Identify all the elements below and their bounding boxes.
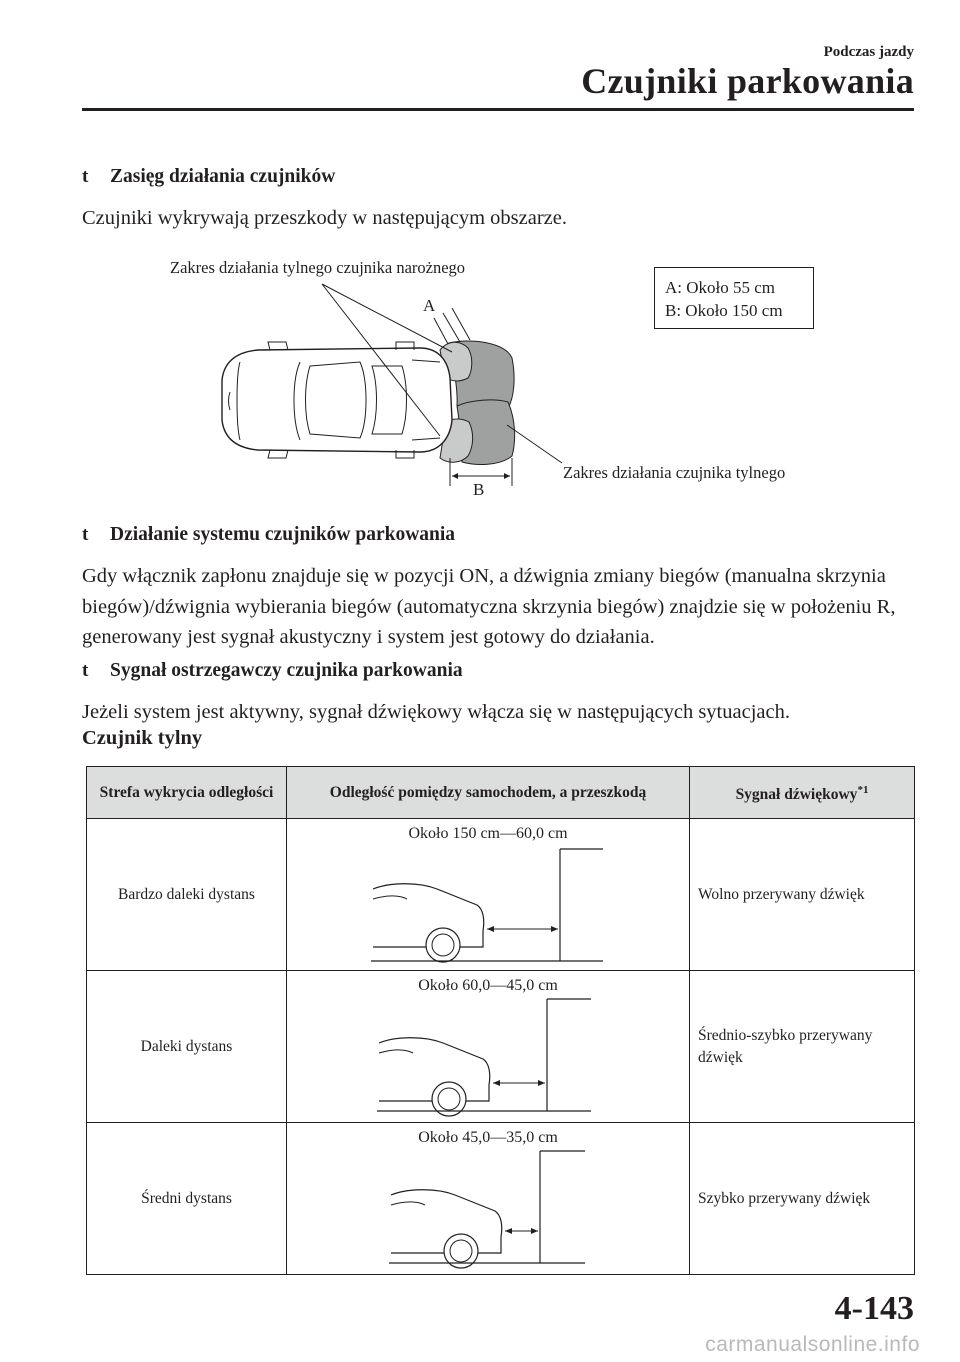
car-top-view-diagram (200, 270, 660, 490)
signal-cell: Wolno przerywany dźwięk (690, 819, 915, 971)
range-paragraph: Czujniki wykrywają przeszkody w następującym obszarze. (82, 207, 568, 229)
section-heading-warning (82, 660, 463, 682)
dimension-b-label: B (473, 480, 485, 499)
bullet-icon: t (82, 524, 89, 545)
warning-paragraph: Jeżeli system jest aktywny, sygnał dźwiękowy włącza się w następujących sytuacjach. (82, 701, 790, 723)
distance-cell (287, 819, 690, 971)
dimension-a-label: A (423, 296, 436, 315)
dimension-legend (654, 267, 814, 329)
rear-sensor-subheading: Czujnik tylny (82, 727, 203, 749)
header-distance: Odległość pomiędzy samochodem, a przeszkodą (287, 767, 690, 819)
table-row (87, 1123, 915, 1275)
rear-leader-line (507, 425, 562, 463)
zone-cell: Bardzo daleki dystans (87, 819, 287, 971)
signal-cell: Średnio-szybko przerywany dźwięk (690, 971, 915, 1123)
section-heading-operation-text: Działanie systemu czujników parkowania (110, 524, 456, 545)
car-obstacle-diagram (287, 819, 690, 971)
header-signal: Sygnał dźwiękowy$^{*1}$ (690, 767, 915, 819)
legend-b: B: Około 150 cm (665, 301, 783, 320)
distance-cell (287, 971, 690, 1123)
section-heading-warning-text: Sygnał ostrzegawczy czujnika parkowania (110, 660, 463, 681)
zone-cell: Daleki dystans (87, 971, 287, 1123)
section-header: Podczas jazdy (823, 44, 914, 60)
distance-range: Około 150 cm―60,0 cm (408, 825, 568, 842)
rear-sensor-label: Zakres działania czujnika tylnego (563, 463, 786, 482)
section-heading-operation (82, 524, 455, 546)
section-heading-range-text: Zasięg działania czujników (110, 166, 336, 187)
bullet-icon: t (82, 660, 89, 681)
table-row (87, 971, 915, 1123)
warning-zone-table (86, 766, 915, 1275)
table-row (87, 819, 915, 971)
distance-cell (287, 1123, 690, 1275)
legend-a: A: Około 55 cm (665, 278, 776, 297)
signal-cell: Szybko przerywany dźwięk (690, 1123, 915, 1275)
zone-cell: Średni dystans (87, 1123, 287, 1275)
section-heading-range (82, 166, 335, 188)
car-obstacle-diagram (287, 1123, 690, 1275)
footnote-marker: *1 (857, 783, 869, 796)
watermark: carmanualsonline.info (705, 1333, 920, 1356)
distance-range: Około 60,0―45,0 cm (418, 977, 558, 994)
corner-sensor-label: Zakres działania tylnego czujnika narożnego (170, 258, 466, 277)
operation-paragraph: Gdy włącznik zapłonu znajduje się w pozycji ON, a dźwignia zmiany biegów (manualna skrzynia biegów)/dźwignia wybierania biegów (automatyczna skrzynia biegów) znajdzie się w położeniu R, generowany jest sygnał akustyczny i system jest gotowy do działania. (82, 565, 896, 648)
page-number: 4-143 (834, 1290, 914, 1327)
dimension-a-line (434, 308, 470, 344)
car-obstacle-diagram (287, 971, 690, 1123)
page-title: Czujniki parkowania (581, 61, 914, 101)
bullet-icon: t (82, 166, 89, 187)
header-zone: Strefa wykrycia odległości (87, 767, 287, 819)
header-rule (82, 108, 914, 111)
distance-range: Około 45,0―35,0 cm (418, 1129, 558, 1146)
